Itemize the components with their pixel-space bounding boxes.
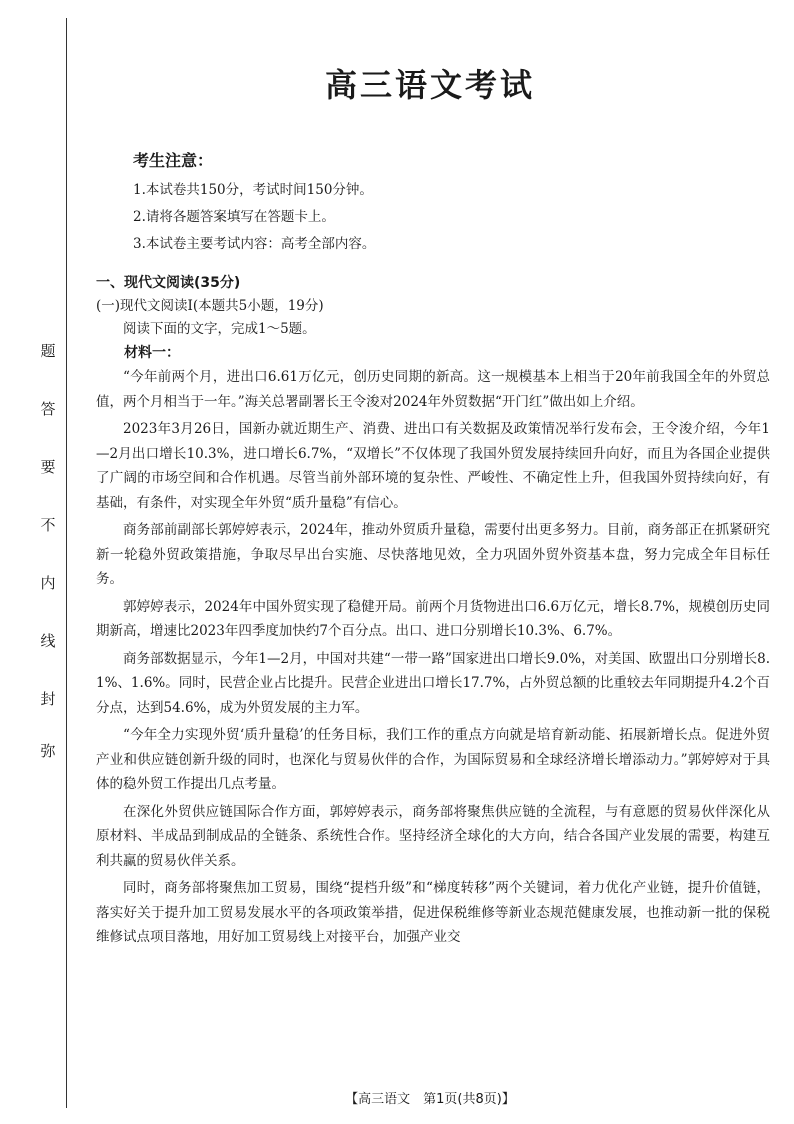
seal-char: 答 — [40, 400, 56, 418]
page-footer: 【高三语文 第1页(共8页)】 — [345, 1092, 515, 1107]
seal-char: 封 — [40, 690, 56, 708]
article-paragraph: 同时，商务部将聚焦加工贸易，围绕“提档升级”和“梯度转移”两个关键词，着力优化产业链，提升价值链，落实好关于提升加工贸易发展水平的各项政策举措，促进保税维修等新业态规范健康发展，也推动新一批的保税维修试点项目落地，用好加工贸易线上对接平台，加强产业交 — [96, 880, 770, 945]
material-label: 材料一： — [124, 345, 180, 361]
seal-char: 不 — [40, 516, 56, 534]
page-title: 高三语文考试 — [324, 66, 535, 104]
article-paragraph: 郭婷婷表示，2024年中国外贸实现了稳健开局。前两个月货物进出口6.6万亿元，增长8.7%，规模创历史同期新高，增速比2023年四季度加快约7个百分点。出口、进口分别增长10.3%、6.7%。 — [96, 598, 770, 639]
seal-char: 要 — [40, 458, 56, 476]
notice-item: 2.请将各题答案填写在答题卡上。 — [133, 209, 335, 225]
article-paragraph: 2023年3月26日，国新办就近期生产、消费、进出口有关数据及政策情况举行发布会，王令浚介绍，今年1—2月出口增长10.3%，进口增长6.7%，“双增长”不仅体现了我国外贸发展持续回升向好，而且为各国企业提供了广阔的市场空间和合作机遇。尽管当前外部环境的复杂性、严峻性、不确定性上升，但我国外贸持续向好，有基础，有条件，对实现全年外贸“质升量稳”有信心。 — [96, 421, 770, 511]
notice-box — [133, 148, 693, 258]
notice-item: 1.本试卷共150分，考试时间150分钟。 — [133, 182, 373, 198]
seal-line-text — [38, 340, 58, 760]
seal-char: 题 — [40, 342, 56, 360]
seal-char: 线 — [40, 632, 56, 650]
reading-section — [96, 272, 770, 953]
sub-section-heading: (一)现代文阅读Ⅰ(本题共5小题，19分) — [96, 298, 324, 314]
section-heading: 一、现代文阅读(35分) — [96, 275, 241, 291]
article-paragraph: 在深化外贸供应链国际合作方面，郭婷婷表示，商务部将聚焦供应链的全流程，与有意愿的贸易伙伴深化从原材料、半成品到制成品的全链条、系统性合作。坚持经济全球化的大方向，结合各国产业发展的需要，构建互利共赢的贸易伙伴关系。 — [96, 803, 770, 869]
article-paragraph: 商务部前副部长郭婷婷表示，2024年，推动外贸质升量稳，需要付出更多努力。目前，商务部正在抓紧研究新一轮稳外贸政策措施，争取尽早出台实施、尽快落地见效，全力巩固外贸外资基本盘，努力完成全年目标任务。 — [96, 522, 770, 587]
article-paragraph: “今年全力实现外贸‘质升量稳’的任务目标，我们工作的重点方向就是培育新动能、拓展新增长点。促进外贸产业和供应链创新升级的同时，也深化与贸易伙伴的合作，为国际贸易和全球经济增长增添动力。”郭婷婷对于具体的稳外贸工作提出几点考量。 — [96, 727, 770, 792]
reading-instruction: 阅读下面的文字，完成1～5题。 — [123, 321, 316, 337]
notice-item: 3.本试卷主要考试内容：高考全部内容。 — [133, 236, 376, 252]
seal-char: 内 — [40, 574, 56, 592]
article-paragraph: 商务部数据显示，今年1—2月，中国对共建“一带一路”国家进出口增长9.0%，对美国、欧盟出口分别增长8.1%、1.6%。同时，民营企业占比提升。民营企业进出口增长17.7%，占外贸总额的比重较去年同期提升4.2个百分点，达到54.6%，成为外贸发展的主力军。 — [96, 650, 770, 716]
seal-char: 弥 — [40, 742, 56, 760]
article-paragraph: “今年前两个月，进出口6.61万亿元，创历史同期的新高。这一规模基本上相当于20年前我国全年的外贸总值，两个月相当于一年。”海关总署副署长王令浚对2024年外贸数据“开门红”做出如上介绍。 — [96, 369, 770, 410]
binding-line — [66, 18, 67, 1108]
notice-heading: 考生注意： — [133, 151, 214, 170]
